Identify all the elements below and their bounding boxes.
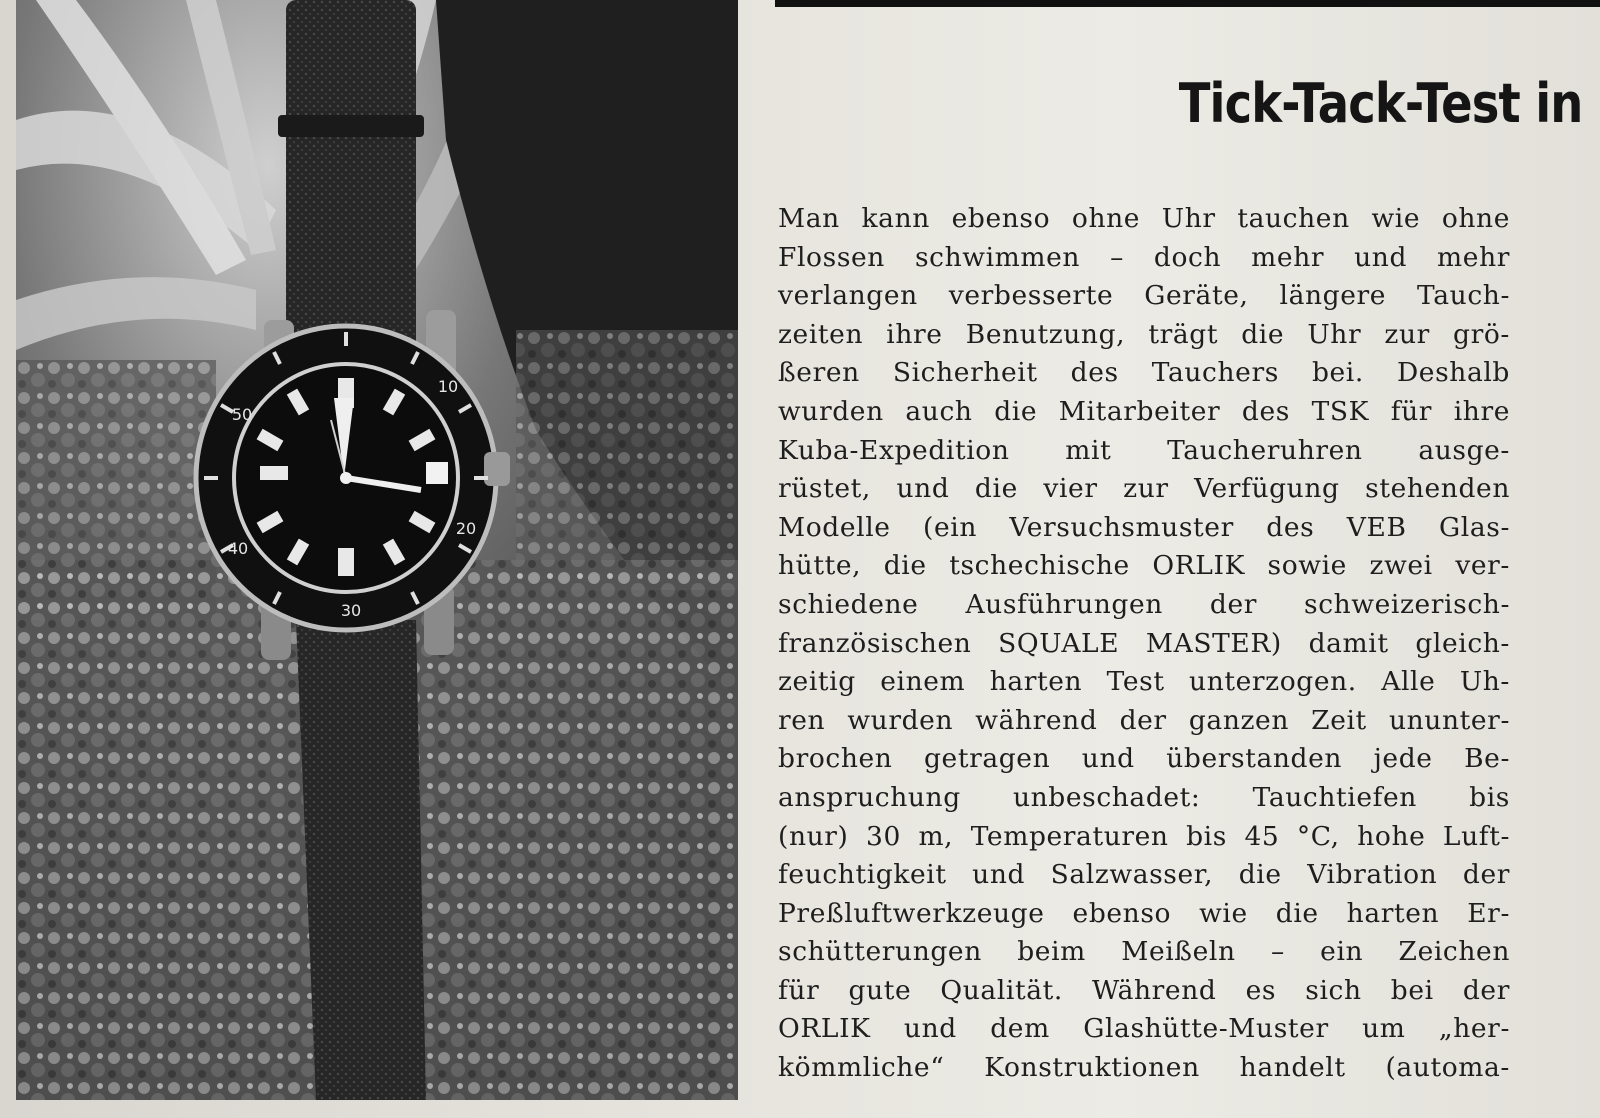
- article-line: feuchtigkeit und Salzwasser, die Vibration der: [778, 859, 1510, 891]
- bezel-number-50: 50: [231, 405, 253, 424]
- bezel-number-40: 40: [227, 539, 249, 558]
- article-line: Man kann ebenso ohne Uhr tauchen wie ohne: [778, 203, 1510, 234]
- article-line: ren wurden während der ganzen Zeit ununter-: [778, 704, 1510, 736]
- dive-watch-illustration: [16, 0, 738, 1100]
- watch-strap-top: [286, 0, 416, 360]
- article-line: ORLIK und dem Glashütte-Muster um „her-: [778, 1013, 1510, 1045]
- header-rule: [775, 0, 1600, 7]
- article-line: zeiten ihre Benutzung, trägt die Uhr zur grö-: [778, 318, 1510, 350]
- strap-keeper: [278, 115, 424, 137]
- bezel-number-20: 20: [455, 519, 477, 538]
- article-line: kömmliche“ Konstruktionen handelt (automa-: [778, 1052, 1510, 1084]
- article-line: zeitig einem harten Test unterzogen. Alle Uh-: [778, 666, 1510, 698]
- article-line: verlangen verbesserte Geräte, längere Tauch-: [778, 280, 1510, 312]
- article-line: für gute Qualität. Während es sich bei der: [778, 974, 1510, 1006]
- bezel-number-30: 30: [340, 601, 362, 620]
- watch-strap-bottom: [296, 620, 426, 1100]
- article-line: französischen SQUALE MASTER) damit gleich-: [778, 627, 1510, 659]
- article-line: ßeren Sicherheit des Tauchers bei. Deshalb: [778, 357, 1510, 389]
- article-line: Preßluftwerkzeuge ebenso wie die harten Er-: [778, 897, 1510, 929]
- article-line: hütte, die tschechische ORLIK sowie zwei ver-: [778, 550, 1510, 582]
- article-headline: Tick-Tack-Test in: [1178, 72, 1582, 135]
- article-line: anspruchung unbeschadet: Tauchtiefen bis: [778, 781, 1510, 813]
- article-line: (nur) 30 m, Temperaturen bis 45 °C, hohe Luft-: [778, 820, 1510, 852]
- article-line: rüstet, und die vier zur Verfügung stehenden: [778, 473, 1510, 505]
- article-line: Flossen schwimmen – doch mehr und mehr: [778, 241, 1510, 273]
- article-line: schütterungen beim Meißeln – ein Zeichen: [778, 936, 1510, 968]
- article-line: schiedene Ausführungen der schweizerisch-: [778, 588, 1510, 620]
- article-line: Kuba-Expedition mit Taucheruhren ausge-: [778, 434, 1510, 466]
- article-line: wurden auch die Mitarbeiter des TSK für ihre: [778, 395, 1510, 427]
- article-body: [778, 200, 1510, 1088]
- article-line: Modelle (ein Versuchsmuster des VEB Glas-: [778, 511, 1510, 543]
- article-line: brochen getragen und überstanden jede Be-: [778, 743, 1510, 775]
- dive-watch-photo: [16, 0, 738, 1100]
- date-window: [426, 462, 448, 484]
- crown: [484, 452, 510, 486]
- bezel-number-10: 10: [437, 377, 459, 396]
